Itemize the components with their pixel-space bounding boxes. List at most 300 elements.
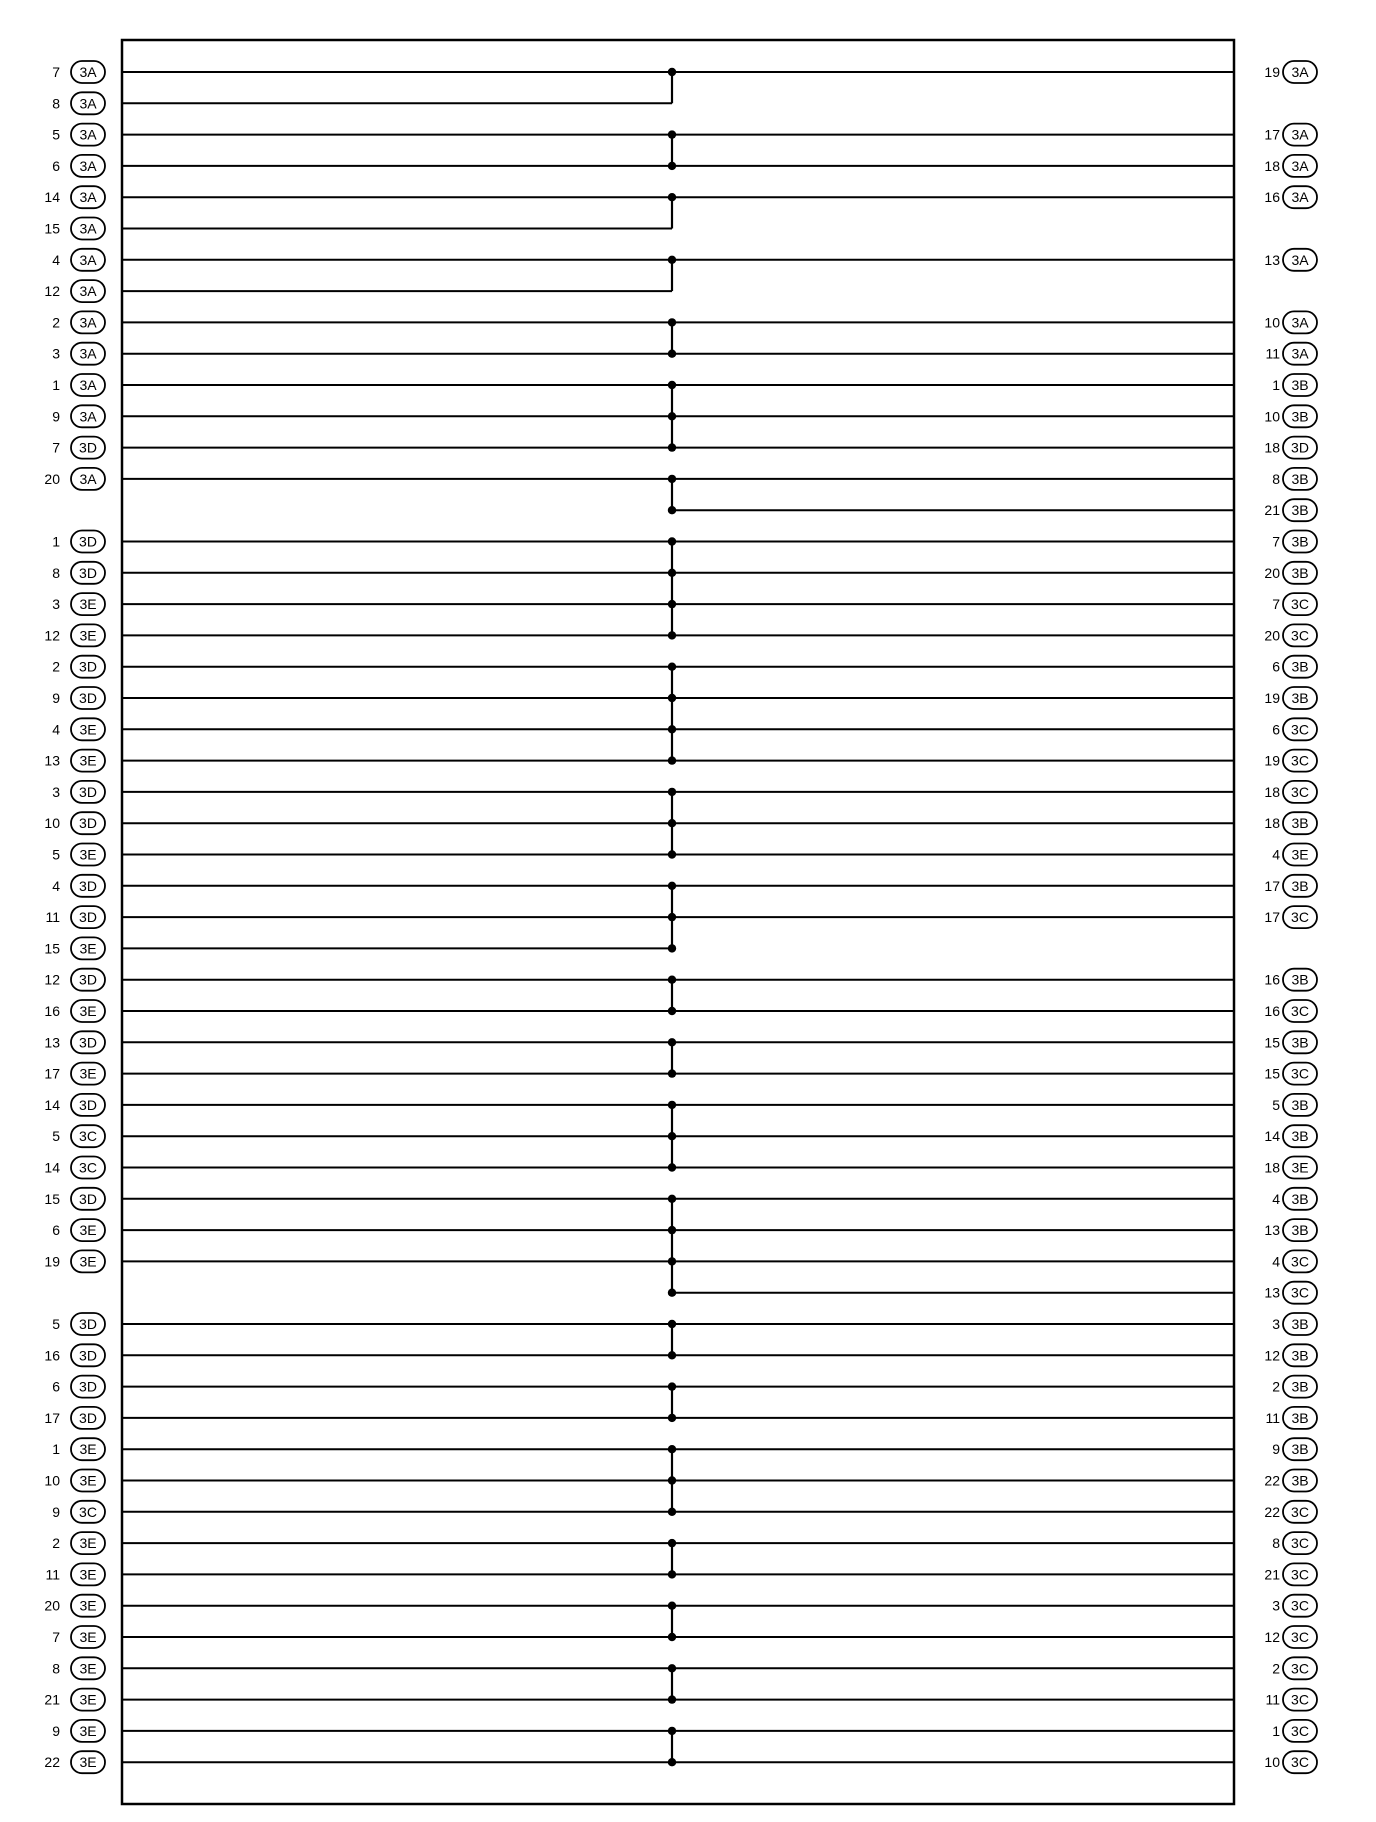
connector-id: 3B (1291, 877, 1309, 894)
left-terminal-label (52, 1313, 105, 1335)
connector-id: 3B (1291, 1190, 1309, 1207)
right-terminal-label (1272, 593, 1317, 615)
splice-junction-dot (668, 850, 676, 858)
pin-number: 15 (1264, 1034, 1280, 1051)
right-terminal-label (1272, 531, 1317, 553)
pin-number: 14 (44, 1159, 60, 1176)
splice-junction-dot (668, 1101, 676, 1109)
connector-id: 3C (1291, 596, 1309, 613)
pin-number: 17 (44, 1065, 60, 1082)
left-terminal-label (44, 812, 105, 834)
left-terminal-label (52, 343, 105, 365)
splice-junction-dot (668, 663, 676, 671)
connector-id: 3A (79, 157, 97, 174)
pin-number: 1 (52, 377, 60, 393)
pin-number: 7 (1272, 533, 1280, 550)
pin-number: 12 (44, 627, 60, 644)
right-terminal-label (1272, 374, 1317, 396)
connector-id: 3E (79, 1065, 97, 1082)
left-terminal-label (52, 249, 105, 271)
right-terminal-label (1272, 468, 1317, 490)
right-terminal-label (1264, 61, 1317, 83)
left-terminal-label (52, 844, 105, 866)
pin-number: 6 (52, 1222, 60, 1239)
right-terminal-label (1264, 1563, 1317, 1585)
pin-number: 10 (1264, 408, 1280, 425)
left-terminal-label (52, 155, 105, 177)
pin-number: 15 (44, 220, 60, 237)
pin-number: 13 (1264, 251, 1280, 268)
connector-id: 3B (1291, 1222, 1309, 1239)
right-terminal-label (1264, 124, 1317, 146)
pin-number: 4 (52, 251, 60, 268)
left-terminal-label (52, 875, 105, 897)
connector-id: 3D (79, 690, 97, 706)
connector-id: 3C (1291, 1003, 1309, 1019)
pin-number: 16 (44, 1003, 60, 1019)
pin-number: 8 (52, 95, 60, 112)
right-terminal-label (1272, 1094, 1317, 1116)
right-terminal-label (1272, 1376, 1317, 1398)
splice-junction-dot (668, 506, 676, 514)
pin-number: 13 (44, 1034, 60, 1051)
connector-id: 3E (79, 1222, 97, 1239)
pin-number: 15 (44, 940, 60, 957)
splice-junction-dot (668, 694, 676, 702)
connector-id: 3D (79, 1034, 97, 1051)
pin-number: 7 (1272, 596, 1280, 613)
right-terminal-label (1264, 781, 1317, 803)
connector-id: 3D (79, 1409, 97, 1426)
left-terminal-label (52, 124, 105, 146)
right-terminal-label (1264, 906, 1317, 928)
left-terminal-label (52, 718, 105, 740)
pin-number: 10 (1264, 1754, 1280, 1771)
pin-number: 18 (1264, 1159, 1280, 1176)
connector-id: 3C (1291, 1253, 1309, 1270)
connector-id: 3D (79, 439, 97, 456)
pin-number: 11 (1265, 1691, 1280, 1708)
right-terminal-label (1264, 186, 1317, 208)
connector-id: 3D (79, 909, 97, 926)
pin-number: 16 (44, 1347, 60, 1364)
right-terminal-label (1264, 687, 1317, 709)
connector-id: 3E (79, 1629, 97, 1645)
pin-number: 5 (52, 846, 60, 863)
right-terminal-label (1264, 624, 1317, 646)
pin-number: 7 (52, 1629, 60, 1645)
right-terminal-label (1272, 1438, 1317, 1460)
connector-id: 3D (79, 1096, 97, 1113)
left-terminal-label (52, 1501, 105, 1523)
connector-id: 3A (79, 283, 97, 300)
connector-id: 3B (1291, 1441, 1309, 1458)
splice-junction-dot (668, 1257, 676, 1265)
pin-number: 6 (1272, 721, 1280, 738)
splice-junction-dot (668, 162, 676, 170)
connector-id: 3D (79, 1190, 97, 1207)
left-terminal-label (44, 1344, 105, 1366)
right-terminal-label (1264, 1470, 1317, 1492)
connector-id: 3E (1291, 846, 1309, 863)
connector-id: 3C (1291, 1629, 1309, 1645)
connector-id: 3E (79, 1691, 97, 1708)
pin-number: 6 (52, 1378, 60, 1395)
connector-id: 3C (1291, 1566, 1309, 1583)
pin-number: 5 (1272, 1096, 1280, 1113)
left-terminal-label (44, 1063, 105, 1085)
left-terminal-label (44, 1000, 105, 1022)
splice-junction-dot (668, 1414, 676, 1422)
left-terminal-label (44, 624, 105, 646)
pin-number: 13 (1264, 1222, 1280, 1239)
pin-number: 14 (44, 1096, 60, 1113)
connector-id: 3D (79, 783, 97, 800)
connector-id: 3C (1291, 752, 1309, 769)
connector-id: 3E (79, 752, 97, 769)
left-terminal-label (52, 593, 105, 615)
splice-junction-dot (668, 1695, 676, 1703)
splice-junction-dot (668, 1445, 676, 1453)
connector-id: 3E (79, 596, 97, 613)
left-terminal-label (44, 1157, 105, 1179)
connector-id: 3A (79, 377, 97, 393)
splice-junction-dot (668, 1727, 676, 1735)
connector-id: 3C (1291, 1691, 1309, 1708)
connector-id: 3D (79, 564, 97, 581)
connector-id: 3E (79, 940, 97, 957)
pin-number: 8 (1272, 1535, 1280, 1552)
splice-junction-dot (668, 381, 676, 389)
right-terminal-label (1264, 405, 1317, 427)
pin-number: 15 (1264, 1065, 1280, 1082)
connector-id: 3C (79, 1159, 97, 1176)
pin-number: 17 (44, 1409, 60, 1426)
connector-id: 3D (1291, 439, 1309, 456)
connector-id: 3A (1291, 189, 1309, 206)
splice-junction-dot (668, 537, 676, 545)
pin-number: 21 (1264, 1566, 1280, 1583)
right-terminal-label (1272, 1250, 1317, 1272)
connector-id: 3B (1291, 502, 1309, 519)
left-terminal-label (44, 1031, 105, 1053)
right-terminal-label (1265, 1689, 1317, 1711)
splice-junction-dot (668, 1132, 676, 1140)
pin-number: 2 (52, 658, 60, 675)
pin-number: 7 (52, 439, 60, 456)
connector-id: 3E (79, 1472, 97, 1489)
splice-junction-dot (668, 350, 676, 358)
connector-id: 3C (79, 1503, 97, 1520)
left-terminal-label (45, 1563, 105, 1585)
pin-number: 10 (44, 1472, 60, 1489)
pin-number: 18 (1264, 783, 1280, 800)
splice-junction-dot (668, 1195, 676, 1203)
pin-number: 17 (1264, 909, 1280, 926)
right-terminal-label (1264, 1751, 1317, 1773)
left-terminal-label (52, 1720, 105, 1742)
splice-junction-dot (668, 913, 676, 921)
splice-junction-dot (668, 1038, 676, 1046)
pin-number: 9 (52, 408, 60, 425)
connector-id: 3E (79, 1253, 97, 1270)
right-terminal-labels (1264, 61, 1317, 1773)
splice-junction-dot (668, 1508, 676, 1516)
connector-id: 3B (1291, 690, 1309, 706)
connector-id: 3E (79, 721, 97, 738)
pin-number: 17 (1264, 877, 1280, 894)
pin-number: 11 (45, 1566, 60, 1583)
right-terminal-label (1264, 1219, 1317, 1241)
connector-id: 3A (1291, 157, 1309, 174)
right-terminal-label (1272, 1595, 1317, 1617)
pin-number: 11 (1265, 345, 1280, 362)
pin-number: 18 (1264, 439, 1280, 456)
pin-number: 20 (1264, 564, 1280, 581)
connector-id: 3B (1291, 658, 1309, 675)
connector-id: 3E (79, 1660, 97, 1677)
right-terminal-label (1264, 812, 1317, 834)
connector-id: 3A (79, 251, 97, 268)
right-terminal-label (1264, 1125, 1317, 1147)
pin-number: 21 (1264, 502, 1280, 519)
right-terminal-label (1272, 1313, 1317, 1335)
right-terminal-label (1264, 562, 1317, 584)
connector-id: 3A (1291, 126, 1309, 143)
connector-id: 3A (79, 345, 97, 362)
splice-junction-dot (668, 788, 676, 796)
connector-id: 3D (79, 1347, 97, 1364)
left-terminal-label (44, 186, 105, 208)
connector-id: 3E (79, 1722, 97, 1739)
pin-number: 17 (1264, 126, 1280, 143)
left-terminal-label (52, 781, 105, 803)
right-terminal-label (1264, 1626, 1317, 1648)
right-terminal-label (1272, 718, 1317, 740)
pin-number: 9 (1272, 1441, 1280, 1458)
pin-number: 1 (52, 533, 60, 550)
connector-id: 3B (1291, 1409, 1309, 1426)
pin-number: 18 (1264, 157, 1280, 174)
pin-number: 1 (1272, 1722, 1280, 1739)
splice-junction-dot (668, 1602, 676, 1610)
right-terminal-label (1264, 1282, 1317, 1304)
connector-id: 3D (79, 971, 97, 988)
left-terminal-label (52, 1438, 105, 1460)
pin-number: 6 (52, 157, 60, 174)
splice-junction-dot (668, 412, 676, 420)
splice-junction-dot (668, 1320, 676, 1328)
splice-junction-dot (668, 1351, 676, 1359)
connector-id: 3B (1291, 971, 1309, 988)
connector-id: 3B (1291, 564, 1309, 581)
pin-number: 12 (44, 971, 60, 988)
right-terminal-label (1272, 1188, 1317, 1210)
pin-number: 5 (52, 126, 60, 143)
pin-number: 16 (1264, 189, 1280, 206)
connector-id: 3C (1291, 1284, 1309, 1301)
pin-number: 22 (44, 1754, 60, 1771)
pin-number: 13 (1264, 1284, 1280, 1301)
right-terminal-label (1264, 1344, 1317, 1366)
connector-id: 3B (1291, 1128, 1309, 1145)
connector-id: 3A (79, 408, 97, 425)
connector-id: 3C (1291, 721, 1309, 738)
pin-number: 9 (52, 1503, 60, 1520)
splice-junction-dot (668, 68, 676, 76)
splice-junction-dot (668, 882, 676, 890)
connector-id: 3C (1291, 909, 1309, 926)
splice-junction-dot (668, 631, 676, 639)
right-terminal-label (1264, 437, 1317, 459)
left-terminal-label (52, 405, 105, 427)
connector-id: 3C (1291, 1503, 1309, 1520)
right-terminal-label (1264, 1031, 1317, 1053)
connector-id: 3A (1291, 251, 1309, 268)
splice-junction-dot (668, 1664, 676, 1672)
connector-id: 3D (79, 658, 97, 675)
pin-number: 8 (52, 564, 60, 581)
pin-number: 4 (52, 877, 60, 894)
connector-id: 3B (1291, 533, 1309, 550)
pin-number: 4 (1272, 1253, 1280, 1270)
right-terminal-label (1272, 1720, 1317, 1742)
left-terminal-label (44, 468, 105, 490)
splice-junction-dot (668, 819, 676, 827)
connector-id: 3A (79, 189, 97, 206)
right-terminal-label (1272, 844, 1317, 866)
pin-number: 21 (44, 1691, 60, 1708)
connector-id: 3E (79, 846, 97, 863)
splice-junction-dot (668, 1289, 676, 1297)
pin-number: 5 (52, 1128, 60, 1145)
right-terminal-label (1264, 1501, 1317, 1523)
connector-id: 3B (1291, 1347, 1309, 1364)
left-terminal-label (52, 437, 105, 459)
left-terminal-label (44, 218, 105, 240)
left-terminal-label (44, 937, 105, 959)
pin-number: 13 (44, 752, 60, 769)
pin-number: 18 (1264, 815, 1280, 832)
left-terminal-label (44, 1250, 105, 1272)
right-terminal-label (1264, 1157, 1317, 1179)
left-terminal-label (44, 1407, 105, 1429)
pin-number: 14 (44, 189, 60, 206)
pin-number: 9 (52, 1722, 60, 1739)
pin-number: 19 (1264, 752, 1280, 769)
splice-junction-dot (668, 976, 676, 984)
left-terminal-label (52, 1626, 105, 1648)
splice-junction-dot (668, 944, 676, 952)
right-terminal-label (1264, 1000, 1317, 1022)
splice-buses (668, 68, 676, 1767)
connector-id: 3E (79, 1535, 97, 1552)
splice-junction-dot (668, 1382, 676, 1390)
splice-junction-dot (668, 1069, 676, 1077)
left-terminal-label (52, 311, 105, 333)
connector-id: 3C (1291, 783, 1309, 800)
connector-id: 3E (79, 627, 97, 644)
right-terminal-label (1264, 249, 1317, 271)
pin-number: 3 (52, 345, 60, 362)
connector-id: 3D (79, 1316, 97, 1332)
left-terminal-label (44, 750, 105, 772)
pin-number: 12 (1264, 1347, 1280, 1364)
connector-id: 3B (1291, 1034, 1309, 1051)
pin-number: 19 (44, 1253, 60, 1270)
splice-junction-dot (668, 475, 676, 483)
pin-number: 4 (1272, 846, 1280, 863)
wires (122, 72, 1234, 1762)
connector-id: 3A (1291, 64, 1309, 80)
pin-number: 22 (1264, 1472, 1280, 1489)
pin-number: 3 (1272, 1597, 1280, 1614)
connector-id: 3A (79, 126, 97, 143)
right-terminal-label (1272, 1532, 1317, 1554)
pin-number: 5 (52, 1316, 60, 1332)
splice-junction-dot (668, 443, 676, 451)
pin-number: 15 (44, 1190, 60, 1207)
splice-junction-dot (668, 193, 676, 201)
left-terminal-label (52, 374, 105, 396)
left-terminal-label (44, 1188, 105, 1210)
connector-id: 3C (1291, 1535, 1309, 1552)
connector-id: 3B (1291, 470, 1309, 487)
connector-id: 3E (1291, 1159, 1309, 1176)
splice-junction-dot (668, 1758, 676, 1766)
left-terminal-label (44, 280, 105, 302)
connector-id: 3E (79, 1754, 97, 1771)
connector-id: 3B (1291, 408, 1309, 425)
pin-number: 10 (1264, 314, 1280, 331)
left-terminal-label (44, 1094, 105, 1116)
connector-id: 3B (1291, 1096, 1309, 1113)
connector-id: 3D (79, 1378, 97, 1395)
pin-number: 19 (1264, 690, 1280, 706)
pin-number: 16 (1264, 971, 1280, 988)
connector-id: 3E (79, 1441, 97, 1458)
connector-id: 3D (79, 877, 97, 894)
left-terminal-label (44, 1689, 105, 1711)
connector-id: 3B (1291, 1472, 1309, 1489)
connector-id: 3C (1291, 1722, 1309, 1739)
pin-number: 9 (52, 690, 60, 706)
splice-junction-dot (668, 600, 676, 608)
connector-id: 3A (79, 314, 97, 331)
splice-junction-dot (668, 256, 676, 264)
pin-number: 3 (1272, 1316, 1280, 1332)
right-terminal-label (1264, 969, 1317, 991)
pin-number: 4 (1272, 1190, 1280, 1207)
right-terminal-label (1265, 1407, 1317, 1429)
pin-number: 2 (1272, 1660, 1280, 1677)
pin-number: 1 (52, 1441, 60, 1458)
left-terminal-label (44, 1751, 105, 1773)
connector-id: 3A (79, 64, 97, 80)
splice-junction-dot (668, 1633, 676, 1641)
left-terminal-label (52, 1376, 105, 1398)
pin-number: 3 (52, 596, 60, 613)
splice-junction-dot (668, 1007, 676, 1015)
connector-id: 3A (1291, 345, 1309, 362)
splice-junction-dot (668, 1539, 676, 1547)
pin-number: 20 (1264, 627, 1280, 644)
left-terminal-label (44, 1595, 105, 1617)
pin-number: 20 (44, 1597, 60, 1614)
left-terminal-label (52, 61, 105, 83)
connector-id: 3C (1291, 1660, 1309, 1677)
right-terminal-label (1264, 155, 1317, 177)
